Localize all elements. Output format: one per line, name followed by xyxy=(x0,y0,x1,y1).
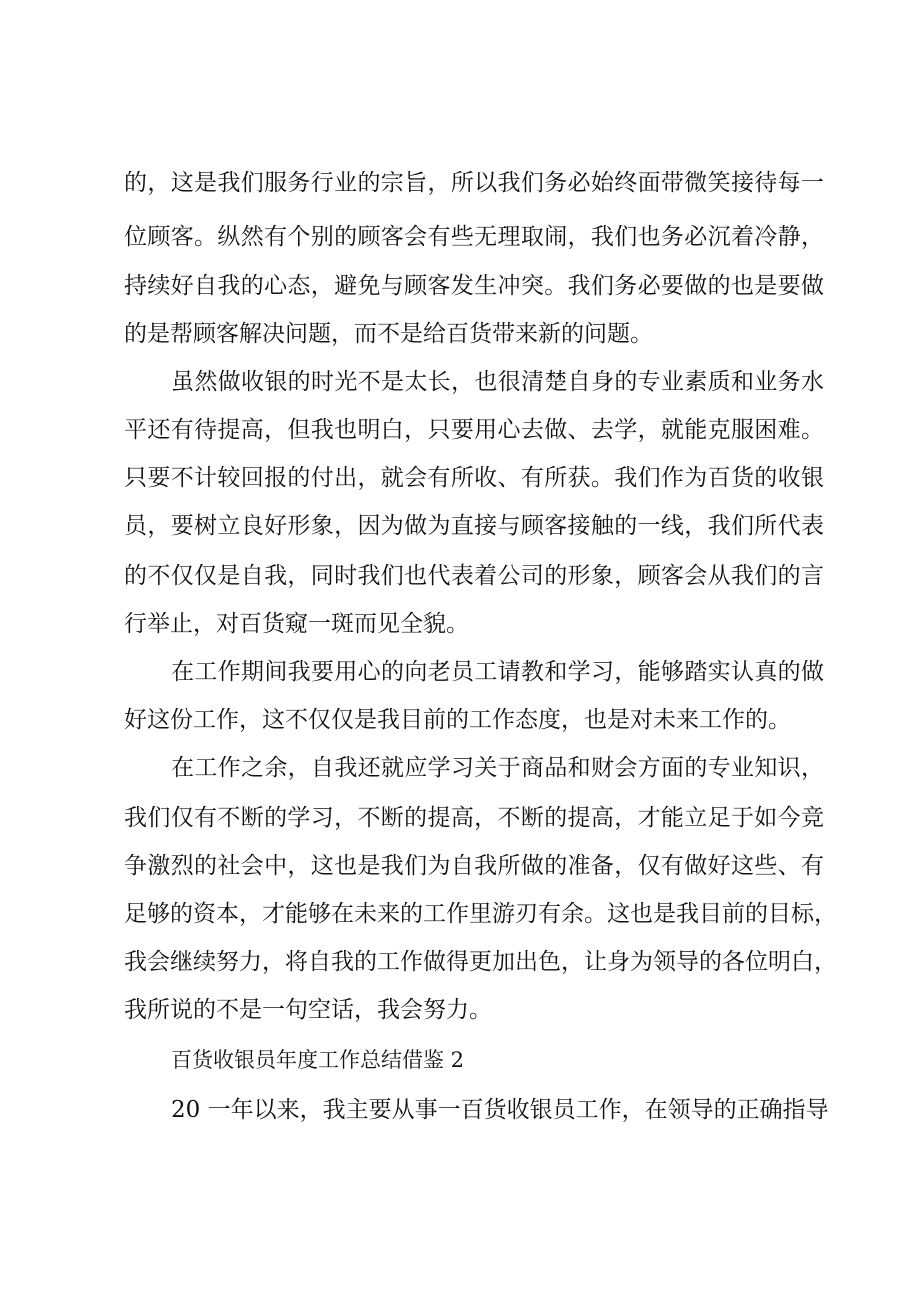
paragraph-2-line-5: 的不仅仅是自我，同时我们也代表着公司的形象，顾客会从我们的言 xyxy=(124,563,824,589)
paragraph-4-line-4: 足够的资本，才能够在未来的工作里游刃有余。这也是我目前的目标， xyxy=(124,901,837,927)
paragraph-4-line-2: 我们仅有不断的学习，不断的提高，不断的提高，才能立足于如今竞 xyxy=(124,805,824,831)
paragraph-1-line-2: 位顾客。纵然有个别的顾客会有些无理取闹，我们也务必沉着冷静， xyxy=(124,224,824,250)
paragraph-2-line-1: 虽然做收银的时光不是太长，也很清楚自身的专业素质和业务水 xyxy=(171,369,824,395)
paragraph-1-line-1: 的，这是我们服务行业的宗旨，所以我们务必始终面带微笑接待每一 xyxy=(124,170,824,196)
paragraph-2-line-2: 平还有待提高，但我也明白，只要用心去做、去学，就能克服困难。 xyxy=(124,417,824,443)
final-paragraph-line-1: 20 一年以来，我主要从事一百货收银员工作，在领导的正确指导 xyxy=(171,1097,829,1123)
paragraph-4-line-1: 在工作之余，自我还就应学习关于商品和财会方面的专业知识， xyxy=(171,755,824,781)
paragraph-4-line-3: 争激烈的社会中，这也是我们为自我所做的准备，仅有做好这些、有 xyxy=(124,853,824,879)
paragraph-4-line-6: 我所说的不是一句空话，我会努力。 xyxy=(124,997,492,1023)
paragraph-1-line-4: 的是帮顾客解决问题，而不是给百货带来新的问题。 xyxy=(124,321,653,347)
paragraph-4-line-5: 我会继续努力，将自我的工作做得更加出色，让身为领导的各位明白， xyxy=(124,949,837,975)
paragraph-2-line-4: 员，要树立良好形象，因为做为直接与顾客接触的一线，我们所代表 xyxy=(124,513,824,539)
paragraph-2-line-3: 只要不计较回报的付出，就会有所收、有所获。我们作为百货的收银 xyxy=(124,465,824,491)
paragraph-1-line-3: 持续好自我的心态，避免与顾客发生冲突。我们务必要做的也是要做 xyxy=(124,273,824,299)
section-heading: 百货收银员年度工作总结借鉴 2 xyxy=(171,1048,465,1072)
paragraph-3-line-2: 好这份工作，这不仅仅是我目前的工作态度，也是对未来工作的。 xyxy=(124,707,791,733)
paragraph-2-line-6: 行举止，对百货窥一斑而见全貌。 xyxy=(124,611,469,637)
paragraph-3-line-1: 在工作期间我要用心的向老员工请教和学习，能够踏实认真的做 xyxy=(171,659,824,685)
